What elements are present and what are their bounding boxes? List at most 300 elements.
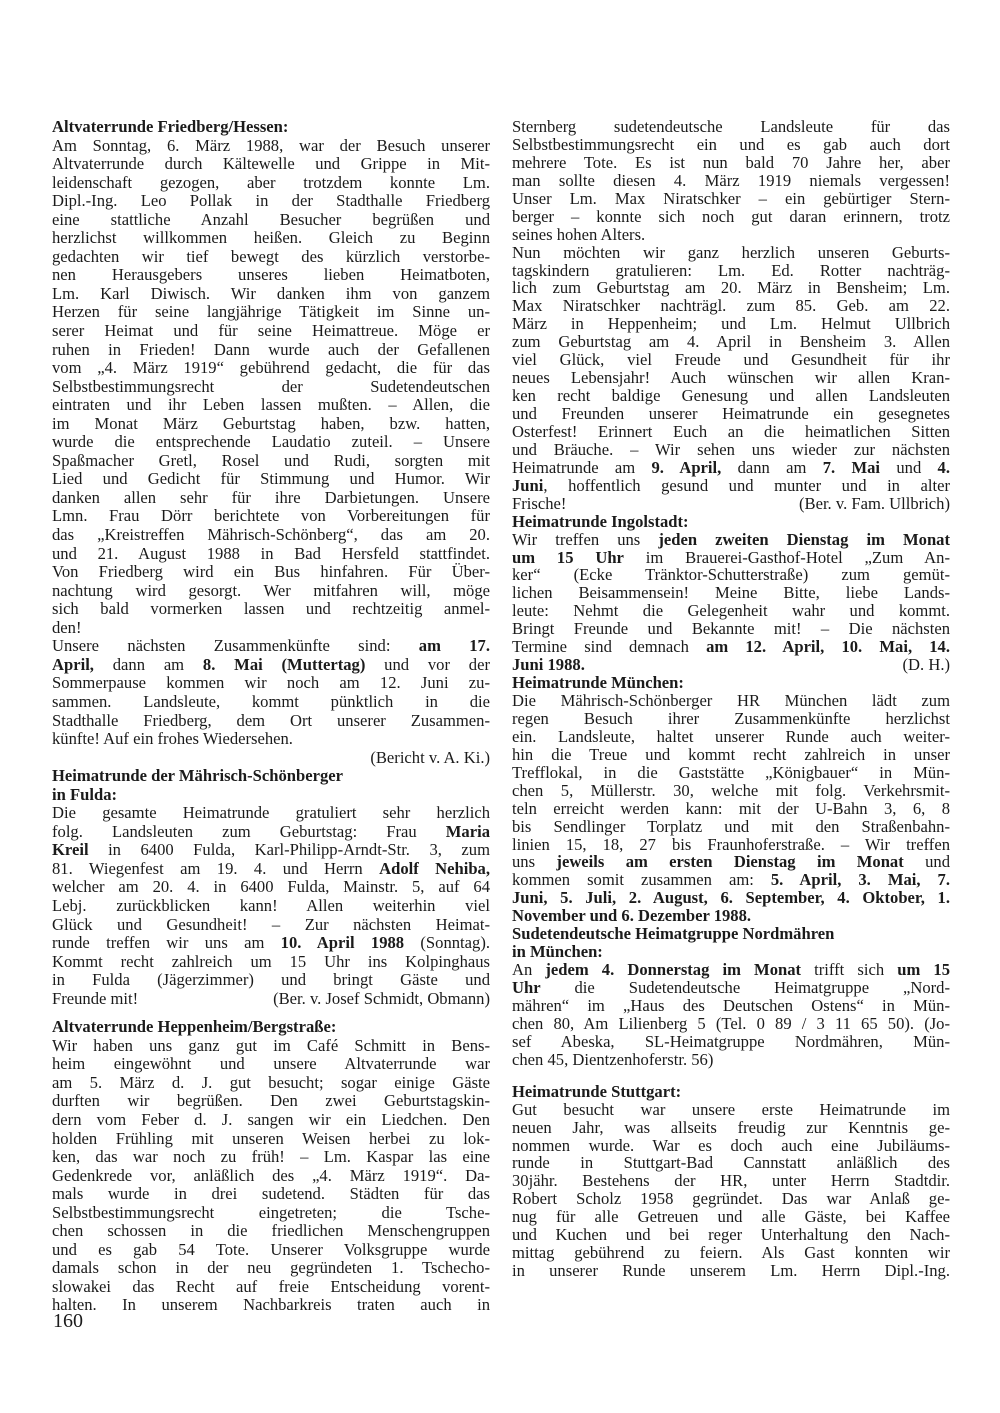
text-line — [512, 136, 950, 154]
text-run: nug für alle Getreuen und alle Gäste, bei Kaffee — [512, 1207, 950, 1227]
text-line — [52, 804, 490, 823]
text-line — [52, 1055, 490, 1074]
text-run: leute: Nehmt die Gelegenheit wahr und kommt. — [512, 601, 950, 621]
bold-text-run: jeweils am ersten Dienstag im Monat — [556, 852, 904, 872]
text-line — [512, 531, 950, 549]
text-line — [512, 172, 950, 190]
text-run: nachtung wird gesorgt. Wer mitfahren will, möge — [52, 580, 490, 600]
text-run: dann am — [93, 654, 203, 674]
text-line — [512, 369, 950, 387]
bold-text-run: 9. April, — [651, 457, 722, 477]
text-run: regen Besuch ihrer Zusammenkünfte herzlichst — [512, 708, 950, 728]
text-line — [512, 871, 950, 889]
text-run: herzlichst willkommen heißen. Gleich zu Beginn — [52, 228, 490, 248]
text-line — [52, 897, 490, 916]
text-run: Glück und Gesundheit! – Zur nächsten Heimat- — [52, 914, 490, 934]
text-run: Sommerpause kommen wir noch am 12. Juni zu- — [52, 673, 490, 693]
text-line — [52, 1185, 490, 1204]
text-run: slowakei das Recht auf freie Entscheidung vorent- — [52, 1276, 490, 1296]
text-run: teln erreicht werden kann: mit der U-Bahn 3, 6, 8 — [512, 798, 950, 818]
text-line — [512, 351, 950, 369]
page-number: 160 — [53, 1310, 83, 1332]
text-line — [512, 208, 950, 226]
text-line — [52, 971, 490, 990]
text-run: Stadthalle Friedberg, dem Ort unserer Zusammen- — [52, 710, 490, 730]
text-run: Wir treffen uns — [512, 529, 659, 549]
text-line — [52, 192, 490, 211]
text-run: Herzen für seine langjährige Tätigkeit im Sinne un- — [52, 302, 490, 322]
text-line — [52, 860, 490, 879]
text-run: halten. In unserem Nachbarkreis traten auch in — [52, 1295, 490, 1315]
text-line — [512, 1244, 950, 1262]
bold-text-run: am 12. April, 10. Mai, 14. — [706, 637, 950, 657]
text-run: in unserer Runde unserem Lm. Herrn Dipl.-Ing. — [512, 1261, 950, 1281]
text-run: Unser Lm. Max Niratschker – ein gebürtiger Stern- — [512, 188, 950, 208]
text-line — [52, 155, 490, 174]
text-run: sammen. Landsleute, kommt pünktlich in die — [52, 691, 490, 711]
text-line — [512, 836, 950, 854]
text-run: folg. Landsleuten zum Geburtstag: Frau — [52, 821, 446, 841]
text-run: 30jähr. Bestehens der HR, unter Herrn Stadtdir. — [512, 1171, 950, 1191]
bold-text-run: Kreil — [52, 840, 89, 860]
text-run: An — [512, 960, 546, 980]
text-run: Gut besucht war unsere erste Heimatrunde im — [512, 1099, 950, 1119]
bold-text-run: jeden zweiten Dienstag im Monat — [658, 529, 950, 549]
section-heading — [512, 513, 950, 531]
text-line — [52, 841, 490, 860]
bold-text-run: 4. — [937, 457, 950, 477]
text-line — [512, 477, 950, 495]
text-line — [52, 1167, 490, 1186]
text-line — [52, 322, 490, 341]
text-line — [512, 1262, 950, 1280]
text-run: Altvaterrunde Heppenheim/Bergstraße: — [52, 1017, 337, 1037]
text-run: Am Sonntag, 6. März 1988, war der Besuch unserer — [52, 135, 490, 155]
text-line — [52, 526, 490, 545]
text-line — [512, 1101, 950, 1119]
bold-text-run: Uhr — [512, 978, 541, 997]
text-line — [512, 602, 950, 620]
text-run: Lm. Karl Diwisch. Wir danken ihm von ganzem — [52, 283, 490, 303]
text-line — [512, 441, 950, 459]
text-run: vom „4. März 1919“ gebührend gedacht, die für das — [52, 358, 490, 378]
text-line — [512, 549, 950, 567]
bold-text-run: am 17. — [418, 636, 490, 656]
text-line — [512, 853, 950, 871]
text-run: ruhen in Frieden! Dann wurde auch der Gefallenen — [52, 339, 490, 359]
text-line — [512, 1137, 950, 1155]
paragraph — [512, 531, 950, 675]
text-line — [512, 297, 950, 315]
text-line — [512, 1083, 950, 1101]
text-line — [512, 638, 950, 656]
paragraph — [512, 961, 950, 1069]
text-run: seines hohen Alters. — [512, 224, 646, 244]
text-line — [512, 620, 950, 638]
text-line — [512, 1208, 950, 1226]
text-run: und — [880, 457, 938, 477]
text-run: dann am — [721, 457, 823, 477]
text-run: chen 80, Am Lilienberg 5 (Tel. 0 89 / 3 11 65 50). (Jo- — [512, 1013, 950, 1033]
text-line — [512, 495, 950, 513]
text-run: Gedenkrede vor, anläßlich des „4. März 1919“. Da- — [52, 1165, 490, 1185]
bold-text-run: 8. Mai (Muttertag) — [202, 654, 366, 674]
text-line — [52, 507, 490, 526]
text-line — [512, 1154, 950, 1172]
text-run: und es gab 54 Tote. Unserer Volksgruppe wurde — [52, 1239, 490, 1259]
bold-text-run: November und 6. Dezember 1988. — [512, 906, 752, 926]
bold-text-run: Adolf Nehiba, — [379, 858, 491, 878]
text-run: nen Herausgebers unseres lieben Heimatboten, — [52, 265, 490, 285]
text-run: künfte! Auf ein frohes Wiedersehen. — [52, 729, 293, 749]
text-run: ein. Landsleute, haltet unserer Runde auch weiter- — [512, 726, 950, 746]
text-run: runde in Stuttgart-Bad Cannstatt anläßlich des — [512, 1153, 950, 1173]
text-line — [52, 674, 490, 693]
text-line — [52, 730, 490, 749]
text-line — [52, 712, 490, 731]
text-run: leidenschaft gezogen, aber trotzdem konnte Lm. — [52, 172, 490, 192]
text-run: chen schossen in die friedlichen Menschengruppen — [52, 1221, 490, 1241]
text-line — [512, 979, 950, 997]
article-column-right — [512, 118, 950, 1280]
text-line — [52, 341, 490, 360]
text-run: mähren“ im „Haus des Deutschen Ostens“ in Mün- — [512, 995, 950, 1015]
paragraph — [512, 244, 950, 513]
text-run: wurde die entsprechende Laudatio zuteil. – Unsere — [52, 432, 490, 452]
text-run: man sollte diesen 4. März 1919 niemals vergessen! — [512, 170, 950, 190]
text-run: Sudetendeutsche Heimatgruppe Nordmähren — [512, 924, 835, 944]
text-line — [52, 1148, 490, 1167]
text-run: in 6400 Fulda, Karl-Philipp-Arndt-Str. 3, zum — [88, 840, 490, 860]
text-line — [512, 279, 950, 297]
text-run: Kommt recht zahlreich um 15 Uhr ins Kolpinghaus — [52, 951, 490, 971]
text-line — [52, 118, 490, 137]
text-run: in Fulda (Jägerzimmer) und bringt Gäste und — [52, 970, 490, 990]
text-run: Altvaterrunde Friedberg/Hessen: — [52, 117, 289, 136]
text-run: Bringt Freunde und Bekannte mit! – Die nächsten — [512, 619, 950, 639]
text-run: und Freunden unserer Heimatrunde ein gesegnetes — [512, 404, 950, 423]
paragraph — [512, 1101, 950, 1280]
text-run: sef Abeska, SL-Heimatgruppe Nordmähren, Mün- — [512, 1031, 950, 1051]
text-run: die Sudetendeutsche Heimatgruppe „Nord- — [540, 978, 950, 997]
text-run: und vor der — [365, 654, 490, 674]
text-run: gedachten wir tief bewegt des kürzlich verstorbe- — [52, 246, 490, 266]
text-run: Lmn. Frau Dörr berichtete von Vorbereitungen für — [52, 506, 490, 526]
text-line — [512, 1190, 950, 1208]
text-line — [52, 470, 490, 489]
bold-text-run: 7. Mai — [822, 457, 881, 477]
text-run: zum Geburtstag am 4. April in Bensheim 3. Allen — [512, 332, 950, 352]
text-run: Spaßmacher Gretl, Rosel und Rudi, sorgten mit — [52, 450, 490, 470]
text-line — [52, 174, 490, 193]
text-line — [52, 359, 490, 378]
text-line — [512, 190, 950, 208]
text-line — [52, 1204, 490, 1223]
text-line — [52, 433, 490, 452]
paragraph — [52, 637, 490, 748]
text-line — [512, 118, 950, 136]
report-attribution: (Ber. v. Josef Schmidt, Obmann) — [273, 988, 490, 1008]
text-line — [512, 782, 950, 800]
text-run: hin die Treue und kommt recht zahlreich in unser — [512, 744, 950, 764]
text-run: heim eingewöhnt und unsere Altvaterrunde war — [52, 1054, 490, 1074]
text-line — [52, 378, 490, 397]
text-run: dern vom Feber d. J. sangen wir ein Liedchen. Den — [52, 1109, 490, 1129]
text-run: Lebj. zurückblicken kann! Allen weiterhin viel — [52, 895, 490, 915]
text-line — [52, 303, 490, 322]
text-run: 81. Wiegenfest am 19. 4. und Herrn — [52, 858, 380, 878]
text-run: Selbstbestimmungsrecht ein und es gab auch dort — [512, 134, 950, 154]
text-line — [52, 786, 490, 805]
text-run: mals wurde in drei sudetend. Städten für das — [52, 1184, 490, 1204]
text-line — [52, 767, 490, 786]
text-line — [512, 800, 950, 818]
report-attribution — [52, 749, 490, 768]
text-line — [512, 889, 950, 907]
bold-text-run: 5. April, 3. Mai, 7. — [770, 870, 950, 890]
text-run: Robert Scholz 1958 gegründet. Das war Anlaß ge- — [512, 1189, 950, 1209]
text-line — [512, 423, 950, 441]
paragraph — [512, 118, 950, 244]
text-line — [512, 584, 950, 602]
text-run: , hoffentlich gesund und munter und in alter — [543, 475, 950, 495]
text-line — [512, 997, 950, 1015]
text-run: Von Friedberg wird ein Bus hinfahren. Für Über- — [52, 562, 490, 582]
text-run: eine stattliche Anzahl Besucher begrüßen und — [52, 209, 490, 229]
paragraph — [52, 804, 490, 1008]
text-run: Selbstbestimmungsrecht der Sudetendeutschen — [52, 376, 490, 396]
text-run: neues Lebensjahr! Auch wünschen wir allen Kran- — [512, 368, 950, 388]
text-line — [512, 925, 950, 943]
text-line — [512, 1051, 950, 1069]
text-line — [512, 764, 950, 782]
text-run: Altvaterrunde durch Kältewelle und Grippe in Mit- — [52, 154, 490, 174]
text-line — [512, 656, 950, 674]
bold-text-run: um 15 — [897, 960, 950, 980]
text-line — [52, 285, 490, 304]
text-line — [52, 637, 490, 656]
text-run: Lied und Gedicht für Stimmung und Humor. Wir — [52, 469, 490, 489]
text-run: ken, das war noch zu früh! – Lm. Kaspar las eine — [52, 1147, 490, 1167]
text-run: damals schon in der neu gegründeten 1. Tschecho- — [52, 1258, 490, 1278]
text-line — [512, 1033, 950, 1051]
text-run: chen 5, Müllerstr. 30, welche mit folg. Verkehrsmit- — [512, 780, 950, 800]
text-line — [52, 1092, 490, 1111]
text-line — [512, 943, 950, 961]
text-line — [512, 907, 950, 925]
text-run: Dipl.-Ing. Leo Pollak in der Stadthalle Friedberg — [52, 191, 490, 211]
text-line — [52, 1018, 490, 1037]
text-line — [52, 878, 490, 897]
text-run: mehrere Tote. Es ist nun bald 70 Jahre her, aber — [512, 152, 950, 172]
text-run: serer Heimat und für seine Heimattreue. Möge er — [52, 321, 490, 341]
report-attribution: (D. H.) — [902, 655, 950, 675]
text-run: und Bräuche. – Wir sehen uns wieder zur nächsten — [512, 439, 950, 459]
text-run: nommen wurde. War es doch auch eine Jubiläums- — [512, 1135, 950, 1155]
text-line — [512, 262, 950, 280]
text-line — [52, 1074, 490, 1093]
text-line — [512, 818, 950, 836]
text-run: Termine sind demnach — [512, 637, 707, 657]
text-line — [512, 1226, 950, 1244]
text-run: Freunde mit! — [52, 988, 139, 1008]
text-line — [52, 415, 490, 434]
text-run: Heimatrunde Ingolstadt: — [512, 511, 689, 531]
text-run: ken recht baldige Genesung und allen Landsleuten — [512, 386, 950, 406]
text-run: viel Glück, viel Freude und Gesundheit für ihr — [512, 350, 950, 370]
text-line — [52, 1259, 490, 1278]
text-run: ker“ (Ecke Tränktor-Schutterstraße) zum gemüt- — [512, 565, 950, 585]
text-run: Trefflokal, in die Gaststätte „Königbauer“ in Mün- — [512, 762, 950, 782]
text-line — [512, 728, 950, 746]
text-line — [52, 563, 490, 582]
text-line — [512, 1119, 950, 1137]
text-line — [512, 692, 950, 710]
text-line — [52, 1222, 490, 1241]
text-line — [52, 396, 490, 415]
text-line — [512, 674, 950, 692]
report-attribution: (Ber. v. Fam. Ullbrich) — [798, 493, 950, 513]
bold-text-run: 10. April 1988 — [280, 933, 405, 953]
text-run: und 21. August 1988 in Bad Hersfeld stattfindet. — [52, 543, 490, 563]
text-line — [52, 452, 490, 471]
text-line — [512, 226, 950, 244]
text-line — [52, 823, 490, 842]
text-line — [52, 990, 490, 1009]
text-line — [512, 746, 950, 764]
text-line — [52, 619, 490, 638]
text-line — [512, 513, 950, 531]
text-run: chen 45, Dientzenhoferstr. 56) — [512, 1049, 714, 1069]
text-line — [52, 489, 490, 508]
text-run: am 5. März d. J. gut besucht; sogar einige Gäste — [52, 1072, 490, 1092]
text-line — [52, 1241, 490, 1260]
text-line — [512, 710, 950, 728]
section-heading — [512, 674, 950, 692]
text-line — [512, 387, 950, 405]
text-line — [52, 916, 490, 935]
text-run: im Monat März Geburtstag haben, bzw. hatten, — [52, 413, 490, 433]
text-run: trifft sich — [801, 960, 898, 980]
text-run: (Sonntag). — [404, 933, 490, 953]
text-run: durften wir begrüßen. Den zwei Geburtstagskin- — [52, 1091, 490, 1111]
section-heading — [52, 118, 490, 137]
text-line — [52, 545, 490, 564]
text-run: Wir haben uns ganz gut im Café Schmitt in Bens- — [52, 1035, 490, 1055]
text-run: März in Heppenheim; und Lm. Helmut Ullbrich — [512, 314, 950, 334]
text-run: Osterfest! Erinnert Euch an die heimatlichen Sitten — [512, 421, 950, 441]
text-line — [52, 229, 490, 248]
section-heading — [512, 925, 950, 961]
text-run: Frische! — [512, 493, 567, 513]
text-run: Heimatrunde Stuttgart: — [512, 1081, 682, 1101]
text-line — [52, 211, 490, 230]
text-line — [52, 953, 490, 972]
text-line — [52, 1037, 490, 1056]
paragraph — [52, 1037, 490, 1315]
text-run: sich bald vormerken lassen und rechtzeitig anmel- — [52, 599, 490, 619]
text-line — [52, 934, 490, 953]
text-line — [512, 459, 950, 477]
text-line — [52, 600, 490, 619]
section-heading — [52, 767, 490, 804]
text-run: bis Sendlinger Torplatz und mit den Straßenbahn- — [512, 816, 950, 836]
text-line — [52, 1278, 490, 1297]
text-run: den! — [52, 617, 82, 637]
text-line — [52, 656, 490, 675]
text-run: welcher am 20. 4. in 6400 Fulda, Mainstr. 5, auf 64 — [52, 877, 490, 897]
text-line — [512, 566, 950, 584]
text-run: in Fulda: — [52, 784, 118, 804]
text-run: und — [903, 852, 951, 872]
section-heading — [52, 1018, 490, 1037]
text-line — [52, 582, 490, 601]
text-run: neuen Jahr, was allseits freudig zur Kenntnis ge- — [512, 1117, 950, 1137]
bold-text-run: jedem 4. Donnerstag im Monat — [545, 960, 802, 980]
text-line — [52, 1130, 490, 1149]
text-line — [512, 405, 950, 423]
text-run: kommen somit zusammen am: — [512, 870, 771, 890]
text-line — [512, 315, 950, 333]
text-run: runde treffen wir uns am — [52, 933, 281, 953]
text-run: Heimatrunde am — [512, 457, 652, 477]
paragraph — [512, 692, 950, 925]
section-spacer — [512, 1069, 950, 1083]
text-line — [512, 961, 950, 979]
text-run: (Bericht v. A. Ki.) — [370, 747, 490, 767]
bold-text-run: Maria — [445, 821, 490, 841]
text-line — [52, 1296, 490, 1315]
text-line — [52, 693, 490, 712]
text-run: Selbstbestimmungsrecht eingetreten; die Tsche- — [52, 1202, 490, 1222]
bold-text-run: April, — [52, 654, 94, 674]
text-run: lichen Beisammensein! Meine Bitte, liebe Lands- — [512, 583, 950, 603]
text-line — [512, 333, 950, 351]
text-line — [512, 1172, 950, 1190]
bold-text-run: Juni — [512, 475, 544, 495]
text-run: Heimatrunde München: — [512, 673, 684, 693]
text-run: eintraten und ihr Leben lassen mußten. – Allen, die — [52, 395, 490, 415]
paragraph — [52, 137, 490, 638]
text-line — [512, 154, 950, 172]
text-line — [52, 266, 490, 285]
text-run: und Kuchen und bei reger Unterhaltung den Nach- — [512, 1225, 950, 1245]
text-run: linien 15, 18, 27 bis Fraunhoferstraße. – Wir treffen — [512, 834, 950, 854]
text-line — [512, 244, 950, 262]
text-run: danken allen sehr für ihre Darbietungen. Unsere — [52, 487, 490, 507]
text-run: holden Frühling mit unseren Weisen herbei zu lok- — [52, 1128, 490, 1148]
text-run: Die Mährisch-Schönberger HR München lädt zum — [512, 691, 950, 710]
text-run: Max Niratschker nachträgl. zum 85. Geb. am 22. — [512, 296, 950, 316]
article-column-left — [52, 118, 490, 1315]
text-line — [512, 1015, 950, 1033]
text-run: Sternberg sudetendeutsche Landsleute für das — [512, 117, 950, 136]
text-run: tagskindern gratulieren: Lm. Ed. Rotter nachträg- — [512, 260, 950, 280]
text-line — [52, 248, 490, 267]
text-run: lich zum Geburtstag am 20. März in Bensheim; Lm. — [512, 278, 950, 298]
text-run: in München: — [512, 942, 603, 962]
text-run: das „Kreistreffen Mährisch-Schönberg“, das am 20. — [52, 525, 490, 545]
text-run: im Brauerei-Gasthof-Hotel „Zum An- — [623, 547, 950, 567]
text-run: berger – konnte sich noch gut daran erinnern, trotz — [512, 206, 950, 226]
text-run: Heimatrunde der Mährisch-Schönberger — [52, 766, 343, 786]
bold-text-run: Juni, 5. Juli, 2. August, 6. September, 4. Oktober, 1. — [512, 888, 950, 908]
text-run: mittag gebührend zu feiern. Als Gast konnten wir — [512, 1243, 950, 1263]
section-heading — [512, 1083, 950, 1101]
text-run: Nun möchten wir ganz herzlich unseren Geburts- — [512, 242, 950, 262]
text-run: Die gesamte Heimatrunde gratuliert sehr herzlich — [52, 803, 490, 823]
text-line — [52, 1111, 490, 1130]
